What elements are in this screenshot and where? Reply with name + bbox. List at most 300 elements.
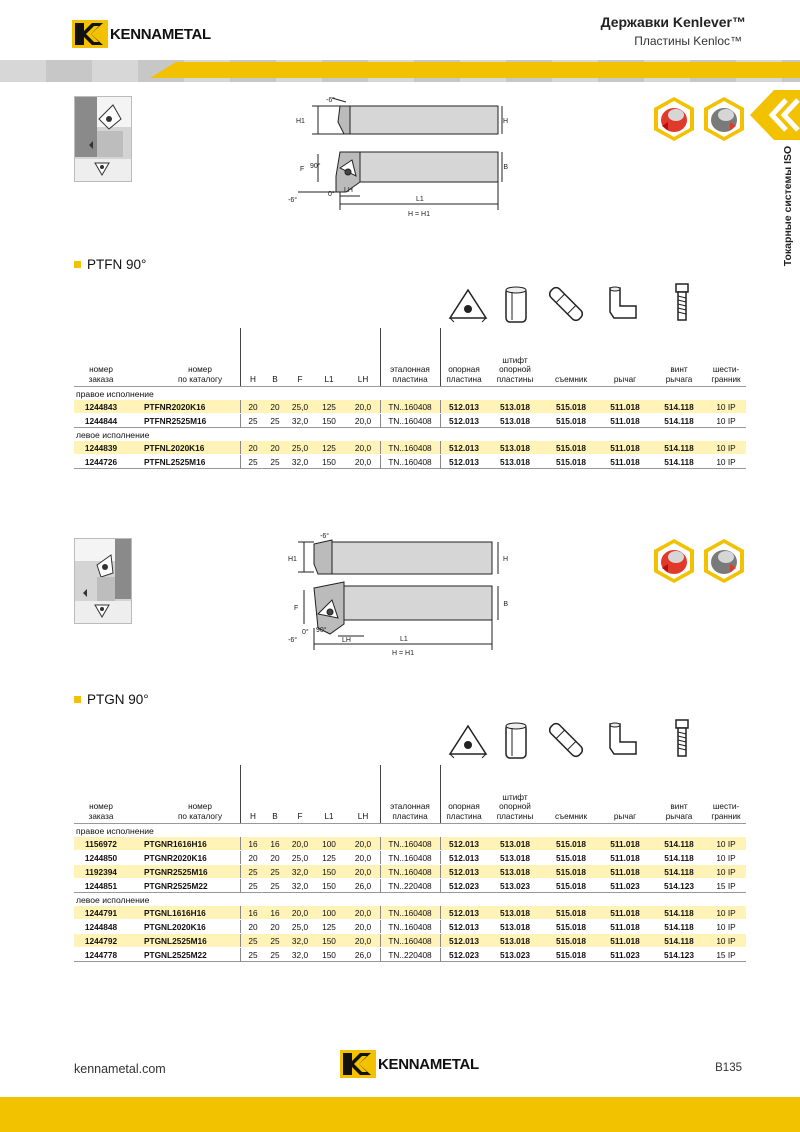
column-header-f [286, 812, 314, 822]
table-cell-f: 32,0 [291, 867, 309, 877]
section-title-text: PTGN 90° [87, 692, 149, 707]
footer-kennametal-logo [340, 1050, 479, 1078]
section-bullet [74, 696, 81, 703]
table-cell-pin: 513.018 [500, 839, 530, 849]
table-cell-h: 20 [248, 853, 258, 863]
dim-zero-angle: 0° [302, 629, 309, 636]
spare-parts-icons [444, 718, 744, 768]
ptgn-spec-table [74, 765, 746, 962]
column-divider [380, 328, 381, 386]
table-cell-f: 25,0 [291, 402, 309, 412]
table-cell-hex-key: 10 IP [716, 443, 736, 453]
dim-b: B [503, 164, 508, 171]
column-divider [380, 906, 381, 920]
dim-angle-side: -6° [288, 197, 298, 204]
table-cell-lever-screw: 514.118 [664, 922, 694, 932]
table-row[interactable] [74, 864, 746, 878]
column-header-line: винт [670, 802, 688, 811]
column-header-b [264, 812, 286, 822]
dim-angle-90: 90° [310, 163, 321, 170]
table-cell-f: 32,0 [291, 457, 309, 467]
column-divider [380, 455, 381, 469]
table-cell-catalog-no: PTFNL2020K16 [144, 443, 205, 453]
table-group-label: правое исполнение [74, 386, 746, 399]
column-header-line: рычага [665, 374, 693, 384]
table-cell-lh: 20,0 [354, 457, 372, 467]
table-cell-lh: 20,0 [354, 867, 372, 877]
table-cell-h: 25 [248, 416, 258, 426]
column-divider [380, 837, 381, 851]
table-cell-lever-screw: 514.118 [664, 416, 694, 426]
column-header-hex-key [706, 802, 746, 821]
table-cell-b: 20 [270, 853, 280, 863]
column-header-lever [600, 375, 650, 385]
table-row[interactable] [74, 413, 746, 427]
table-cell-l1: 150 [322, 867, 336, 877]
seat-pin-icon [494, 718, 538, 762]
table-cell-hex-key: 10 IP [716, 853, 736, 863]
table-cell-remover: 515.018 [556, 867, 586, 877]
column-header-lh [346, 375, 380, 385]
kennametal-k-icon [72, 20, 108, 48]
column-divider [380, 865, 381, 879]
column-header-seat [440, 802, 488, 821]
column-divider [240, 441, 241, 455]
column-divider [240, 934, 241, 948]
column-header-line: заказа [88, 374, 114, 384]
column-divider [240, 328, 241, 386]
header-accent-stripe [150, 62, 800, 78]
table-cell-lever: 511.018 [610, 922, 640, 932]
table-cell-remover: 515.018 [556, 922, 586, 932]
column-header-line: H [250, 374, 256, 384]
dim-zero-angle: 0° [328, 191, 335, 198]
column-header-order-no [74, 802, 128, 821]
table-cell-lever: 511.018 [610, 402, 640, 412]
table-cell-h: 25 [248, 950, 258, 960]
column-divider [240, 765, 241, 823]
table-cell-l1: 125 [322, 853, 336, 863]
dim-b: B [503, 601, 508, 608]
table-cell-lh: 20,0 [354, 853, 372, 863]
column-header-lever-screw [654, 802, 704, 821]
table-cell-pin: 513.018 [500, 443, 530, 453]
table-cell-h: 20 [248, 922, 258, 932]
column-header-line: номер [188, 365, 212, 374]
column-header-pin [490, 793, 540, 822]
table-cell-b: 25 [270, 457, 280, 467]
page-title: Державки Kenlever™ [600, 14, 746, 30]
table-cell-h: 16 [248, 839, 258, 849]
dim-h1: H1 [296, 118, 305, 125]
table-row[interactable] [74, 933, 746, 947]
table-cell-l1: 150 [322, 950, 336, 960]
dim-angle-90: 90° [316, 627, 327, 634]
dim-l1: L1 [400, 636, 408, 643]
table-cell-lh: 20,0 [354, 416, 372, 426]
dim-f: F [300, 166, 305, 173]
dim-h-eq-h1: H = H1 [392, 650, 414, 657]
table-cell-pin: 513.018 [500, 922, 530, 932]
dim-lh: LH [342, 637, 351, 644]
column-divider [380, 441, 381, 455]
table-cell-catalog-no: PTGNR1616H16 [144, 839, 207, 849]
table-cell-ref-insert: TN..160408 [388, 867, 432, 877]
seat-insert-icon [446, 282, 490, 326]
seat-insert-icon [446, 718, 490, 762]
lever-icon [600, 718, 644, 762]
column-header-line: опорной [499, 365, 531, 374]
column-header-ref-insert [382, 365, 438, 384]
column-header-l1 [314, 375, 344, 385]
column-header-ref-insert [382, 802, 438, 821]
table-cell-lever: 511.018 [610, 443, 640, 453]
table-cell-lh: 20,0 [354, 922, 372, 932]
section-title-text: PTFN 90° [87, 257, 147, 272]
dim-h1: H1 [288, 556, 297, 563]
table-cell-pin: 513.018 [500, 853, 530, 863]
column-divider [380, 948, 381, 962]
column-header-remover [544, 375, 598, 385]
table-cell-hex-key: 10 IP [716, 457, 736, 467]
table-cell-pin: 513.023 [500, 950, 530, 960]
column-header-seat [440, 365, 488, 384]
table-group-label: правое исполнение [74, 823, 746, 836]
column-header-line: по каталогу [177, 811, 223, 821]
table-cell-catalog-no: PTGNR2525M16 [144, 867, 208, 877]
column-header-line: эталонная [390, 802, 430, 811]
table-cell-lh: 20,0 [354, 839, 372, 849]
table-cell-lever: 511.018 [610, 908, 640, 918]
table-cell-catalog-no: PTFNR2020K16 [144, 402, 206, 412]
column-divider [380, 400, 381, 414]
table-cell-f: 32,0 [291, 881, 309, 891]
column-header-line: L1 [324, 811, 334, 821]
table-cell-l1: 150 [322, 936, 336, 946]
table-cell-h: 20 [248, 402, 258, 412]
column-header-catalog-no [160, 802, 240, 821]
column-divider [380, 920, 381, 934]
table-cell-ref-insert: TN..160408 [388, 457, 432, 467]
column-header-line: опорная [448, 365, 480, 374]
steel-material-icon [652, 96, 696, 142]
table-cell-b: 20 [270, 402, 280, 412]
column-header-lh [346, 812, 380, 822]
column-divider [240, 879, 241, 893]
table-cell-seat: 512.013 [449, 922, 479, 932]
table-row[interactable] [74, 836, 746, 850]
table-cell-b: 20 [270, 443, 280, 453]
table-cell-catalog-no: PTGNL2020K16 [144, 922, 206, 932]
brand-name: KENNAMETAL [110, 25, 211, 43]
spare-parts-icons [444, 282, 744, 332]
table-row[interactable] [74, 878, 746, 892]
lever-icon [600, 282, 644, 326]
column-header-line: гранник [711, 811, 741, 821]
table-cell-f: 32,0 [291, 936, 309, 946]
table-cell-order-no: 1244843 [84, 402, 118, 412]
column-divider [380, 765, 381, 823]
table-cell-seat: 512.013 [449, 457, 479, 467]
table-cell-l1: 125 [322, 402, 336, 412]
column-header-line: рычага [665, 811, 693, 821]
table-cell-remover: 515.018 [556, 443, 586, 453]
kennametal-k-icon [340, 1050, 376, 1078]
column-header-line: эталонная [390, 365, 430, 374]
column-header-l1 [314, 812, 344, 822]
table-cell-lever-screw: 514.118 [664, 457, 694, 467]
column-header-line: B [272, 811, 278, 821]
table-cell-lever: 511.018 [610, 457, 640, 467]
table-cell-hex-key: 15 IP [716, 950, 736, 960]
material-icons [652, 96, 746, 142]
table-row[interactable] [74, 440, 746, 454]
table-row[interactable] [74, 919, 746, 933]
side-tab-text: Токарные системы ISO [782, 145, 794, 267]
table-cell-lh: 20,0 [354, 908, 372, 918]
table-cell-hex-key: 10 IP [716, 936, 736, 946]
table-cell-seat: 512.013 [449, 402, 479, 412]
table-cell-order-no: 1244791 [84, 908, 118, 918]
application-thumbnail [74, 96, 132, 182]
table-cell-remover: 515.018 [556, 853, 586, 863]
column-divider [380, 934, 381, 948]
table-cell-pin: 513.018 [500, 867, 530, 877]
column-header-line: F [297, 811, 303, 821]
table-cell-lever-screw: 514.118 [664, 839, 694, 849]
table-cell-lever: 511.018 [610, 867, 640, 877]
column-divider [240, 906, 241, 920]
table-cell-hex-key: 15 IP [716, 881, 736, 891]
column-header-line: рычаг [613, 811, 637, 821]
seat-pin-icon [494, 282, 538, 326]
dim-h-eq-h1: H = H1 [408, 211, 430, 218]
steel-material-icon [652, 538, 696, 584]
table-cell-seat: 512.013 [449, 908, 479, 918]
column-header-line: LH [357, 374, 369, 384]
side-tab-label [778, 146, 798, 266]
dim-angle-top: -6° [320, 533, 330, 540]
column-header-line: пластина [392, 811, 428, 821]
table-cell-l1: 100 [322, 908, 336, 918]
table-cell-h: 25 [248, 936, 258, 946]
table-header-row [74, 328, 746, 386]
column-header-line: пластина [446, 374, 482, 384]
table-cell-l1: 150 [322, 416, 336, 426]
table-cell-catalog-no: PTGNL1616H16 [144, 908, 206, 918]
table-cell-ref-insert: TN..160408 [388, 922, 432, 932]
footer-url[interactable]: kennametal.com [74, 1062, 166, 1076]
table-row[interactable] [74, 947, 746, 961]
table-cell-seat: 512.013 [449, 839, 479, 849]
table-cell-ref-insert: TN..160408 [388, 416, 432, 426]
column-divider [380, 879, 381, 893]
column-divider [380, 414, 381, 428]
column-header-line: винт [670, 365, 688, 374]
table-cell-f: 32,0 [291, 416, 309, 426]
column-header-line: H [250, 811, 256, 821]
table-cell-b: 25 [270, 867, 280, 877]
column-header-line: опорная [448, 802, 480, 811]
table-row[interactable] [74, 905, 746, 919]
ptgn-tool-drawing [284, 528, 508, 658]
dim-f: F [294, 605, 299, 612]
table-cell-f: 20,0 [291, 908, 309, 918]
table-cell-lh: 20,0 [354, 402, 372, 412]
table-cell-catalog-no: PTFNR2525M16 [144, 416, 207, 426]
table-cell-lever: 511.018 [610, 416, 640, 426]
table-cell-b: 25 [270, 950, 280, 960]
lever-screw-icon [660, 718, 704, 762]
kennametal-logo [72, 20, 211, 48]
table-cell-lever: 511.018 [610, 853, 640, 863]
table-cell-f: 32,0 [291, 950, 309, 960]
table-cell-order-no: 1244851 [84, 881, 118, 891]
column-divider [240, 851, 241, 865]
ptfn-spec-table [74, 328, 746, 469]
column-divider [240, 948, 241, 962]
table-group-label: левое исполнение [74, 427, 746, 440]
table-cell-pin: 513.018 [500, 936, 530, 946]
table-cell-order-no: 1244844 [84, 416, 118, 426]
column-header-f [286, 375, 314, 385]
table-cell-l1: 150 [322, 881, 336, 891]
table-cell-pin: 513.018 [500, 908, 530, 918]
table-cell-ref-insert: TN..220408 [388, 881, 432, 891]
section-title-ptfn [74, 257, 146, 272]
dim-h: H [502, 118, 508, 125]
table-cell-ref-insert: TN..160408 [388, 936, 432, 946]
table-cell-order-no: 1244726 [84, 457, 118, 467]
table-cell-h: 25 [248, 867, 258, 877]
table-cell-h: 25 [248, 457, 258, 467]
table-cell-l1: 150 [322, 457, 336, 467]
table-cell-f: 25,0 [291, 853, 309, 863]
table-cell-lever-screw: 514.118 [664, 908, 694, 918]
table-cell-lh: 26,0 [354, 950, 372, 960]
table-cell-seat: 512.013 [449, 443, 479, 453]
column-header-lever [600, 812, 650, 822]
table-group-label: левое исполнение [74, 892, 746, 905]
table-cell-hex-key: 10 IP [716, 908, 736, 918]
table-cell-f: 25,0 [291, 922, 309, 932]
column-header-line: съемник [554, 374, 588, 384]
dim-h: H [502, 556, 508, 563]
table-cell-seat: 512.023 [449, 881, 479, 891]
table-row[interactable] [74, 850, 746, 864]
table-cell-b: 16 [270, 839, 280, 849]
table-cell-order-no: 1244792 [84, 936, 118, 946]
table-cell-l1: 125 [322, 443, 336, 453]
dim-lh: LH [344, 187, 353, 194]
table-cell-remover: 515.018 [556, 881, 586, 891]
column-header-line: F [297, 374, 303, 384]
page-subtitle: Пластины Kenloc™ [634, 34, 742, 48]
table-cell-ref-insert: TN..160408 [388, 839, 432, 849]
table-cell-remover: 515.018 [556, 416, 586, 426]
table-row[interactable] [74, 454, 746, 468]
column-header-line: заказа [88, 811, 114, 821]
table-cell-order-no: 1156972 [85, 839, 117, 849]
dim-angle-top: -6° [326, 97, 336, 104]
column-header-line: B [272, 374, 278, 384]
table-cell-lever-screw: 514.123 [664, 950, 694, 960]
column-header-h [242, 812, 264, 822]
table-cell-h: 20 [248, 443, 258, 453]
table-cell-lever: 511.023 [610, 881, 640, 891]
column-header-hex-key [706, 365, 746, 384]
table-cell-lever-screw: 514.118 [664, 936, 694, 946]
table-cell-seat: 512.013 [449, 416, 479, 426]
table-cell-lh: 20,0 [354, 443, 372, 453]
column-divider [240, 865, 241, 879]
table-cell-ref-insert: TN..160408 [388, 402, 432, 412]
table-cell-ref-insert: TN..220408 [388, 950, 432, 960]
column-header-line: номер [89, 802, 113, 811]
column-header-line: штифт [502, 792, 528, 802]
table-cell-b: 20 [270, 922, 280, 932]
table-cell-order-no: 1244848 [84, 922, 118, 932]
column-header-pin [490, 356, 540, 385]
footer-bar [0, 1097, 800, 1132]
cast-iron-material-icon [702, 96, 746, 142]
remover-icon [544, 718, 588, 762]
table-cell-f: 25,0 [291, 443, 309, 453]
table-cell-order-no: 1244850 [84, 853, 118, 863]
table-cell-b: 25 [270, 881, 280, 891]
column-header-line: пластина [446, 811, 482, 821]
table-cell-hex-key: 10 IP [716, 839, 736, 849]
table-cell-l1: 125 [322, 922, 336, 932]
page-number: B135 [715, 1062, 742, 1074]
page-header [0, 0, 800, 62]
ptfn-tool-drawing [288, 92, 508, 222]
material-icons [652, 538, 746, 584]
column-header-catalog-no [160, 365, 240, 384]
column-header-line: шести- [712, 802, 740, 811]
application-thumbnail [74, 538, 132, 624]
section-title-ptgn [74, 692, 149, 707]
table-cell-h: 16 [248, 908, 258, 918]
column-header-h [242, 375, 264, 385]
table-header-row [74, 765, 746, 823]
table-cell-hex-key: 10 IP [716, 867, 736, 877]
table-cell-order-no: 1244778 [84, 950, 118, 960]
column-header-line: шести- [712, 365, 740, 374]
table-cell-h: 25 [248, 881, 258, 891]
table-row[interactable] [74, 399, 746, 413]
table-cell-catalog-no: PTGNR2525M22 [144, 881, 208, 891]
table-cell-hex-key: 10 IP [716, 402, 736, 412]
table-cell-order-no: 1192394 [85, 867, 117, 877]
table-cell-remover: 515.018 [556, 950, 586, 960]
table-cell-seat: 512.023 [449, 950, 479, 960]
cast-iron-material-icon [702, 538, 746, 584]
dim-l1: L1 [416, 196, 424, 203]
table-cell-lever-screw: 514.118 [664, 853, 694, 863]
table-cell-order-no: 1244839 [84, 443, 118, 453]
column-header-line: опорной [499, 802, 531, 811]
table-cell-hex-key: 10 IP [716, 416, 736, 426]
column-divider [380, 851, 381, 865]
table-cell-b: 25 [270, 936, 280, 946]
column-header-line: LH [357, 811, 369, 821]
lever-screw-icon [660, 282, 704, 326]
table-cell-pin: 513.023 [500, 881, 530, 891]
column-header-line: штифт [502, 355, 528, 365]
table-cell-catalog-no: PTGNL2525M16 [144, 936, 207, 946]
side-tab-marker [746, 90, 800, 140]
